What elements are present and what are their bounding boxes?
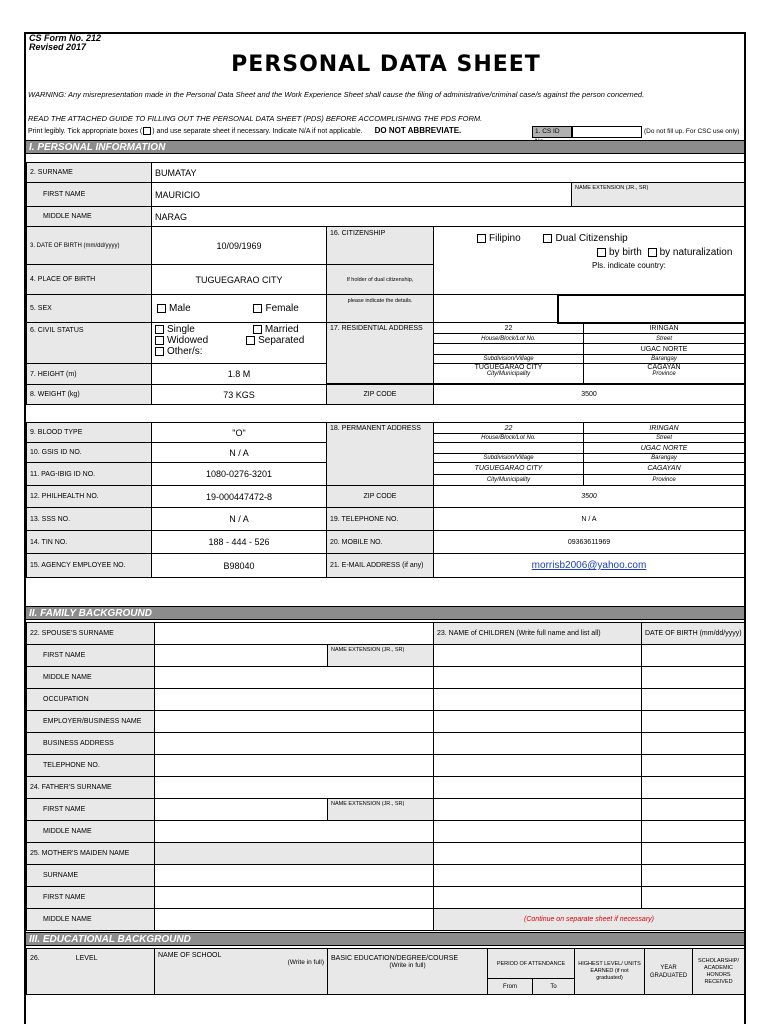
perm-subd-sub: Subdivision/Village bbox=[434, 454, 584, 463]
others-label: Other/s: bbox=[167, 346, 203, 357]
tin-label: 14. TIN NO. bbox=[27, 531, 152, 554]
section-family-background: II. FAMILY BACKGROUND bbox=[26, 606, 744, 620]
spouse-first-name-field[interactable] bbox=[155, 645, 328, 667]
continue-note: (Continue on separate sheet if necessary) bbox=[434, 909, 745, 931]
school-header-text: NAME OF SCHOOL bbox=[158, 952, 222, 959]
surname-label: 2. SURNAME bbox=[27, 163, 152, 183]
mother-maiden-label: 25. MOTHER'S MAIDEN NAME bbox=[27, 843, 155, 865]
perm-city-field[interactable]: TUGUEGARAO CITY bbox=[434, 463, 584, 475]
perm-city-sub: City/Municipality bbox=[434, 475, 584, 486]
child-name-row[interactable] bbox=[434, 821, 642, 843]
res-street-field[interactable]: IRINGAN bbox=[584, 323, 745, 334]
occupation-label: OCCUPATION bbox=[27, 689, 155, 711]
country-prompt: Pls. indicate country: bbox=[592, 261, 666, 270]
married-checkbox[interactable] bbox=[253, 325, 262, 334]
tin-field[interactable]: 188 - 444 - 526 bbox=[152, 531, 327, 554]
weight-field[interactable]: 73 KGS bbox=[152, 385, 327, 405]
father-middle-name-label: MIDDLE NAME bbox=[27, 821, 155, 843]
gsis-field[interactable]: N / A bbox=[152, 443, 327, 463]
print-instruction bbox=[28, 126, 461, 136]
spouse-middle-name-field[interactable] bbox=[155, 667, 434, 689]
civil-residential-table bbox=[26, 322, 745, 405]
dob-label: 3. DATE OF BIRTH (mm/dd/yyyy) bbox=[27, 227, 152, 265]
cs-id-field[interactable] bbox=[572, 126, 642, 138]
name-table bbox=[26, 162, 745, 227]
res-zip-field[interactable]: 3500 bbox=[434, 385, 745, 405]
father-first-name-label: FIRST NAME bbox=[27, 799, 155, 821]
sex-options bbox=[152, 295, 327, 323]
employer-field[interactable] bbox=[155, 711, 434, 733]
course-header bbox=[328, 949, 488, 995]
philhealth-label: 12. PHILHEALTH NO. bbox=[27, 486, 152, 508]
period-header: PERIOD OF ATTENDANCE bbox=[488, 949, 575, 979]
child-name-row[interactable] bbox=[434, 865, 642, 887]
res-zip-label: ZIP CODE bbox=[327, 385, 434, 405]
res-subd-sub: Subdivision/Village bbox=[434, 355, 584, 364]
read-guide-text: READ THE ATTACHED GUIDE TO FILLING OUT THE PERSONAL DATA SHEET (PDS) BEFORE ACCOMPLISHING THE PDS FORM. bbox=[28, 114, 483, 123]
country-field[interactable] bbox=[558, 295, 745, 323]
country-field-a[interactable] bbox=[434, 295, 558, 323]
children-dob-label: DATE OF BIRTH (mm/dd/yyyy) bbox=[642, 623, 745, 645]
spouse-name-ext-field[interactable]: NAME EXTENSION (JR., SR) bbox=[328, 645, 434, 667]
print-instr-a: Print legibly. Tick appropriate boxes ( bbox=[28, 128, 143, 135]
mother-maiden-field[interactable] bbox=[155, 843, 434, 865]
residential-address-label: 17. RESIDENTIAL ADDRESS bbox=[327, 323, 434, 384]
perm-zip-field[interactable]: 3500 bbox=[434, 486, 745, 508]
perm-street-field[interactable]: IRINGAN bbox=[584, 423, 745, 434]
res-prov-value: CAGAYAN bbox=[647, 364, 681, 371]
height-label: 7. HEIGHT (m) bbox=[27, 364, 152, 385]
civil-status-label: 6. CIVIL STATUS bbox=[27, 323, 152, 364]
mobile-field[interactable]: 09363611969 bbox=[434, 531, 745, 554]
by-naturalization-label: by naturalization bbox=[659, 247, 733, 258]
height-field[interactable]: 1.8 M bbox=[152, 364, 327, 385]
child-name-row[interactable] bbox=[434, 645, 642, 667]
from-header: From bbox=[488, 979, 533, 995]
father-surname-field[interactable] bbox=[155, 777, 434, 799]
education-level-header bbox=[27, 949, 155, 995]
res-house-sub: House/Block/Lot No. bbox=[434, 334, 584, 344]
perm-subd-field[interactable] bbox=[434, 443, 584, 454]
child-dob-row[interactable] bbox=[642, 887, 745, 909]
sss-field[interactable]: N / A bbox=[152, 508, 327, 531]
child-dob-row[interactable] bbox=[642, 799, 745, 821]
school-header bbox=[155, 949, 328, 995]
perm-brgy-sub: Barangay bbox=[584, 454, 745, 463]
child-name-row[interactable] bbox=[434, 667, 642, 689]
form-number bbox=[29, 34, 101, 52]
education-table bbox=[26, 948, 745, 995]
name-extension-field[interactable]: NAME EXTENSION (JR., SR) bbox=[572, 183, 745, 207]
male-label: Male bbox=[169, 303, 191, 314]
separated-checkbox[interactable] bbox=[246, 336, 255, 345]
res-street-sub: Street bbox=[584, 334, 745, 344]
perm-house-field[interactable]: 22 bbox=[434, 423, 584, 434]
cs-id-label: 1. CS ID bbox=[532, 126, 572, 138]
citizenship-label: 16. CITIZENSHIP bbox=[327, 227, 434, 265]
child-name-row[interactable] bbox=[434, 799, 642, 821]
spouse-surname-label: 22. SPOUSE'S SURNAME bbox=[27, 623, 155, 645]
res-house-field[interactable]: 22 bbox=[434, 323, 584, 334]
telephone-field[interactable]: N / A bbox=[434, 508, 745, 531]
pob-field[interactable]: TUGUEGARAO CITY bbox=[152, 265, 327, 295]
personal-details-table bbox=[26, 226, 746, 324]
dual-citizenship-label: Dual Citizenship bbox=[555, 233, 628, 244]
father-middle-name-field[interactable] bbox=[155, 821, 434, 843]
child-name-row[interactable] bbox=[434, 733, 642, 755]
first-name-field[interactable]: MAURICIO bbox=[152, 183, 572, 207]
school-header-note: (Write in full) bbox=[287, 959, 324, 966]
personal-data-sheet bbox=[24, 32, 746, 1024]
warning-text: WARNING: Any misrepresentation made in the Personal Data Sheet and the Work Experience Sheet shall cause the filing of administrative/criminal case/s against the person concerned. bbox=[28, 90, 645, 99]
child-name-row[interactable] bbox=[434, 777, 642, 799]
married-label: Married bbox=[264, 324, 299, 335]
female-checkbox[interactable] bbox=[253, 304, 262, 313]
surname-field[interactable]: BUMATAY bbox=[152, 163, 745, 183]
mother-surname-label: SURNAME bbox=[27, 865, 155, 887]
child-dob-row[interactable] bbox=[642, 843, 745, 865]
child-name-row[interactable] bbox=[434, 887, 642, 909]
tick-box-sample bbox=[143, 127, 151, 135]
pagibig-field[interactable]: 1080-0276-3201 bbox=[152, 463, 327, 486]
occupation-field[interactable] bbox=[155, 689, 434, 711]
print-instr-b: ) and use separate sheet if necessary. Indicate N/A if not applicable. bbox=[152, 128, 363, 135]
by-birth-checkbox[interactable] bbox=[597, 248, 606, 257]
father-name-ext-field[interactable]: NAME EXTENSION (JR., SR) bbox=[328, 799, 434, 821]
middle-name-label: MIDDLE NAME bbox=[27, 207, 152, 227]
res-brgy-field[interactable]: UGAC NORTE bbox=[584, 344, 745, 355]
section-personal-info: I. PERSONAL INFORMATION bbox=[26, 140, 744, 154]
child-dob-row[interactable] bbox=[642, 777, 745, 799]
dob-field[interactable]: 10/09/1969 bbox=[152, 227, 327, 265]
pagibig-label: 11. PAG-IBIG ID NO. bbox=[27, 463, 152, 486]
dual-note-2: please indicate the details. bbox=[327, 295, 434, 323]
mother-middle-name-field[interactable] bbox=[155, 909, 434, 931]
res-prov-sub: Province bbox=[652, 371, 676, 377]
res-prov-field[interactable] bbox=[584, 364, 745, 384]
mother-surname-field[interactable] bbox=[155, 865, 434, 887]
mobile-label: 20. MOBILE NO. bbox=[327, 531, 434, 554]
mother-first-name-field[interactable] bbox=[155, 887, 434, 909]
child-name-row[interactable] bbox=[434, 755, 642, 777]
perm-prov-field[interactable]: CAGAYAN bbox=[584, 463, 745, 475]
employer-label: EMPLOYER/BUSINESS NAME bbox=[27, 711, 155, 733]
weight-label: 8. WEIGHT (kg) bbox=[27, 385, 152, 405]
citizenship-options bbox=[434, 227, 745, 295]
male-checkbox[interactable] bbox=[157, 304, 166, 313]
cs-id-note: (Do not fill up. For CSC use only) bbox=[644, 128, 740, 135]
perm-zip-label: ZIP CODE bbox=[327, 486, 434, 508]
child-name-row[interactable] bbox=[434, 689, 642, 711]
education-num: 26. bbox=[30, 955, 40, 962]
child-dob-row[interactable] bbox=[642, 645, 745, 667]
telephone-label: 19. TELEPHONE NO. bbox=[327, 508, 434, 531]
dual-note-1: If holder of dual citizenship, bbox=[327, 265, 434, 295]
child-dob-row[interactable] bbox=[642, 865, 745, 887]
res-city-field[interactable] bbox=[434, 364, 584, 384]
child-dob-row[interactable] bbox=[642, 821, 745, 843]
res-city-sub: City/Municipality bbox=[486, 371, 531, 377]
spouse-middle-name-label: MIDDLE NAME bbox=[27, 667, 155, 689]
by-birth-label: by birth bbox=[609, 247, 642, 258]
single-checkbox[interactable] bbox=[155, 325, 164, 334]
widowed-label: Widowed bbox=[167, 335, 209, 346]
spouse-telephone-label: TELEPHONE NO. bbox=[27, 755, 155, 777]
email-label: 21. E-MAIL ADDRESS (if any) bbox=[327, 554, 434, 578]
agency-employee-label: 15. AGENCY EMPLOYEE NO. bbox=[27, 554, 152, 578]
sss-label: 13. SSS NO. bbox=[27, 508, 152, 531]
permanent-address-label: 18. PERMANENT ADDRESS bbox=[327, 423, 434, 486]
dual-citizenship-checkbox[interactable] bbox=[543, 234, 552, 243]
mother-middle-name-label: MIDDLE NAME bbox=[27, 909, 155, 931]
father-first-name-field[interactable] bbox=[155, 799, 328, 821]
filipino-label: Filipino bbox=[489, 233, 521, 244]
education-level: LEVEL bbox=[75, 955, 98, 962]
child-dob-row[interactable] bbox=[642, 755, 745, 777]
child-dob-row[interactable] bbox=[642, 733, 745, 755]
blood-type-field[interactable]: "O" bbox=[152, 423, 327, 443]
middle-name-field[interactable]: NARAG bbox=[152, 207, 745, 227]
child-dob-row[interactable] bbox=[642, 667, 745, 689]
filipino-checkbox[interactable] bbox=[477, 234, 486, 243]
child-name-row[interactable] bbox=[434, 843, 642, 865]
civil-status-options bbox=[152, 323, 327, 364]
father-surname-label: 24. FATHER'S SURNAME bbox=[27, 777, 155, 799]
family-table bbox=[26, 622, 745, 931]
res-city-value: TUGUEGARAO CITY bbox=[474, 364, 543, 371]
do-not-abbreviate: DO NOT ABBREVIATE. bbox=[374, 126, 462, 135]
honors-header: SCHOLARSHIP/ ACADEMIC HONORS RECEIVED bbox=[693, 949, 745, 995]
female-label: Female bbox=[265, 303, 299, 314]
perm-prov-sub: Province bbox=[584, 475, 745, 486]
revised-text: Revised 2017 bbox=[29, 42, 87, 52]
first-name-label: FIRST NAME bbox=[27, 183, 152, 207]
single-label: Single bbox=[167, 324, 195, 335]
child-name-row[interactable] bbox=[434, 711, 642, 733]
child-dob-row[interactable] bbox=[642, 689, 745, 711]
spouse-first-name-label: FIRST NAME bbox=[27, 645, 155, 667]
page-title: PERSONAL DATA SHEET bbox=[231, 52, 541, 77]
by-naturalization-checkbox[interactable] bbox=[648, 248, 657, 257]
perm-street-sub: Street bbox=[584, 434, 745, 443]
sex-label: 5. SEX bbox=[27, 295, 152, 323]
form-no-text: CS Form No. 212 bbox=[29, 33, 102, 43]
business-address-field[interactable] bbox=[155, 733, 434, 755]
children-label: 23. NAME of CHILDREN (Write full name and list all) bbox=[434, 623, 642, 645]
permanent-address-table bbox=[26, 422, 745, 578]
pob-label: 4. PLACE OF BIRTH bbox=[27, 265, 152, 295]
perm-house-sub: House/Block/Lot No. bbox=[434, 434, 584, 443]
course-header-note: (Write in full) bbox=[389, 962, 426, 969]
to-header: To bbox=[533, 979, 575, 995]
blood-type-label: 9. BLOOD TYPE bbox=[27, 423, 152, 443]
widowed-checkbox[interactable] bbox=[155, 336, 164, 345]
res-subd-field[interactable] bbox=[434, 344, 584, 355]
course-header-text: BASIC EDUCATION/DEGREE/COURSE bbox=[331, 955, 459, 962]
highest-level-header: HIGHEST LEVEL/ UNITS EARNED (if not graduated) bbox=[575, 949, 645, 995]
agency-employee-field[interactable]: B98040 bbox=[152, 554, 327, 578]
section-educational-background: III. EDUCATIONAL BACKGROUND bbox=[26, 932, 744, 946]
spouse-surname-field[interactable] bbox=[155, 623, 434, 645]
separated-label: Separated bbox=[258, 335, 305, 346]
mother-first-name-label: FIRST NAME bbox=[27, 887, 155, 909]
others-checkbox[interactable] bbox=[155, 347, 164, 356]
spouse-telephone-field[interactable] bbox=[155, 755, 434, 777]
child-dob-row[interactable] bbox=[642, 711, 745, 733]
philhealth-field[interactable]: 19-000447472-8 bbox=[152, 486, 327, 508]
perm-brgy-field[interactable]: UGAC NORTE bbox=[584, 443, 745, 454]
res-brgy-sub: Barangay bbox=[584, 355, 745, 364]
gsis-label: 10. GSIS ID NO. bbox=[27, 443, 152, 463]
business-address-label: BUSINESS ADDRESS bbox=[27, 733, 155, 755]
year-graduated-header: YEAR GRADUATED bbox=[645, 949, 693, 995]
email-field[interactable]: morrisb2006@yahoo.com bbox=[434, 554, 745, 578]
